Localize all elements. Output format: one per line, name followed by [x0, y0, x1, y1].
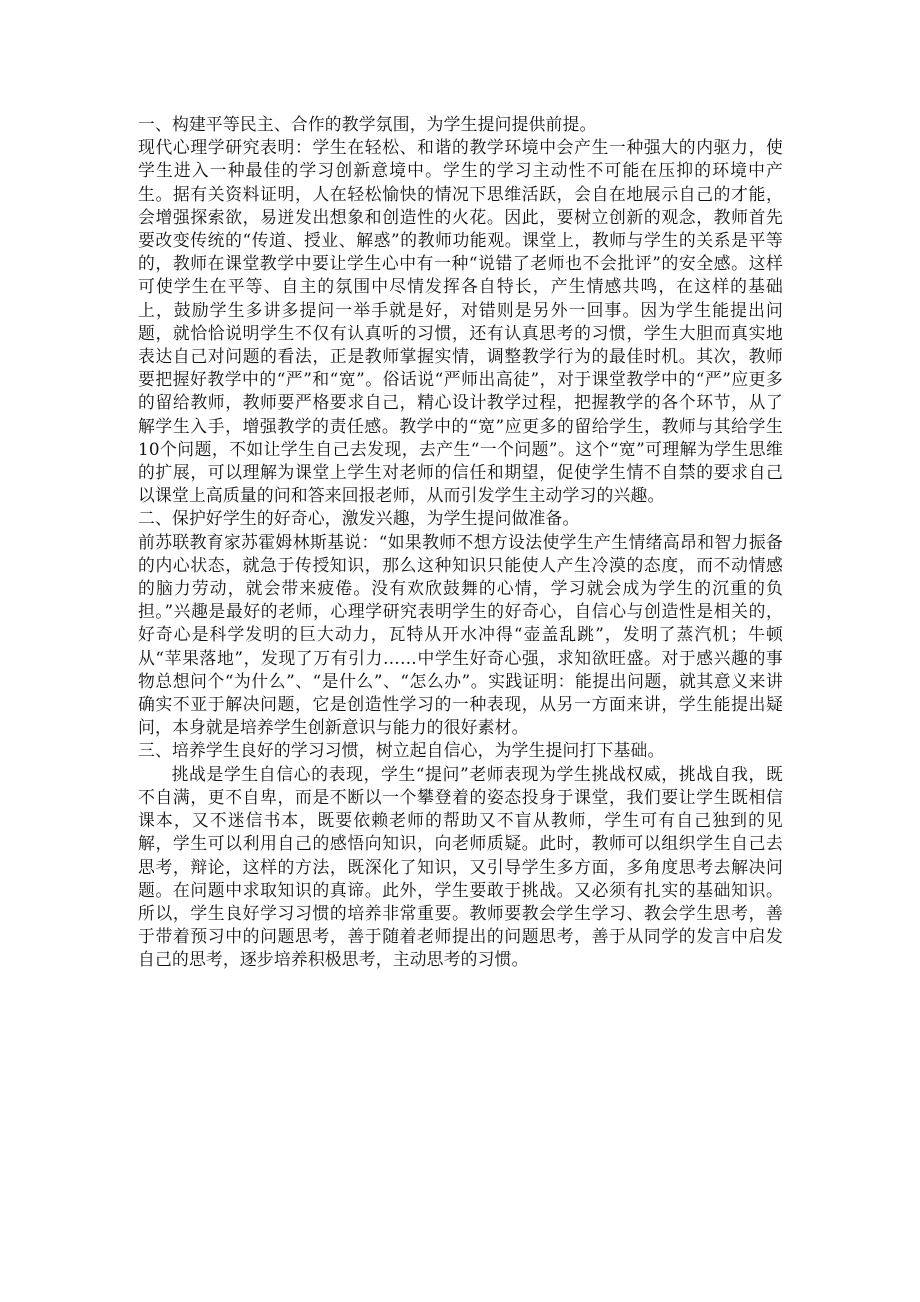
section-1-heading: 一、构建平等民主、合作的教学氛围，为学生提问提供前提。	[138, 114, 597, 134]
section-3-body: 挑战是学生自信心的表现，学生“提问”老师表现为学生挑战权威，挑战自我，既不自满，更不自卑，而是不断以一个攀登着的姿态投身于课堂，我们要让学生既相信课本，又不迷信书本，既要依赖老师的帮助又不盲从教师，学生可有自己独到的见解，学生可以利用自己的感悟向知识，向老师质疑。此时，教师可以组织学生自己去思考，辩论，这样的方法，既深化了知识，又引导学生多方面，多角度思考去解决问题。在问题中求取知识的真谛。此外，学生要敢于挑战。又必须有扎实的基础知识。所以，学生良好学习习惯的培养非常重要。教师要教会学生学习、教会学生思考，善于带着预习中的问题思考，善于随着老师提出的问题思考，善于从同学的发言中启发自己的思考，逐步培养积极思考，主动思考的习惯。	[138, 763, 783, 970]
section-2-body: 前苏联教育家苏霍姆林斯基说：“如果教师不想方设法使学生产生情绪高昂和智力振备的内心状态，就急于传授知识，那么这种知识只能使人产生冷漠的态度，而不动情感的脑力劳动，就会带来疲倦。没有欢欣鼓舞的心情，学习就会成为学生的沉重的负担。”兴趣是最好的老师，心理学研究表明学生的好奇心，自信心与创造性是相关的，好奇心是科学发明的巨大动力，瓦特从开水冲得“壶盖乱跳”，发明了蒸汽机；牛顿从“苹果落地”，发现了万有引力……中学生好奇心强，求知欲旺盛。对于感兴趣的事物总想问个“为什么”、“是什么”、“怎么办”。实践证明：能提出问题，就其意义来讲确实不亚于解决问题，它是创造性学习的一种表现，从另一方面来讲，学生能提出疑问，本身就是培养学生创新意识与能力的很好素材。	[138, 531, 783, 738]
section-3-heading: 三、培养学生良好的学习习惯，树立起自信心，为学生提问打下基础。	[138, 740, 665, 761]
section-2-heading: 二、保护好学生的好奇心，激发兴趣，为学生提问做准备。	[138, 508, 580, 529]
document-page	[138, 113, 783, 972]
section-1-body: 现代心理学研究表明：学生在轻松、和谐的教学环境中会产生一种强大的内驱力，使学生进入一种最佳的学习创新意境中。学生的学习主动性不可能在压抑的环境中产生。据有关资料证明，人在轻松愉快的情况下思维活跃，会自在地展示自己的才能，会增强探索欲，易迸发出想象和创造性的火花。因此，要树立创新的观念，教师首先要改变传统的“传道、授业、解惑”的教师功能观。课堂上，教师与学生的关系是平等的，教师在课堂教学中要让学生心中有一种“说错了老师也不会批评”的安全感。这样可使学生在平等、自主的氛围中尽情发挥各自特长，产生情感共鸣，在这样的基础上，鼓励学生多讲多提问一举手就是好，对错则是另外一回事。因为学生能提出问题，就恰恰说明学生不仅有认真听的习惯，还有认真思考的习惯，学生大胆而真实地表达自己对问题的看法，正是教师掌握实情，调整教学行为的最佳时机。其次，教师要把握好教学中的“严”和“宽”。俗话说“严师出高徒”，对于课堂教学中的“严”应更多的留给教师，教师要严格要求自己，精心设计教学过程，把握教学的各个环节，从了解学生入手，增强教学的责任感。教学中的“宽”应更多的留给学生，教师与其给学生10个问题，不如让学生自己去发现，去产生“一个问题”。这个“宽”可理解为学生思维的扩展，可以理解为课堂上学生对老师的信任和期望，促使学生情不自禁的要求自己以课堂上高质量的问和答来回报老师，从而引发学生主动学习的兴趣。	[138, 137, 783, 506]
